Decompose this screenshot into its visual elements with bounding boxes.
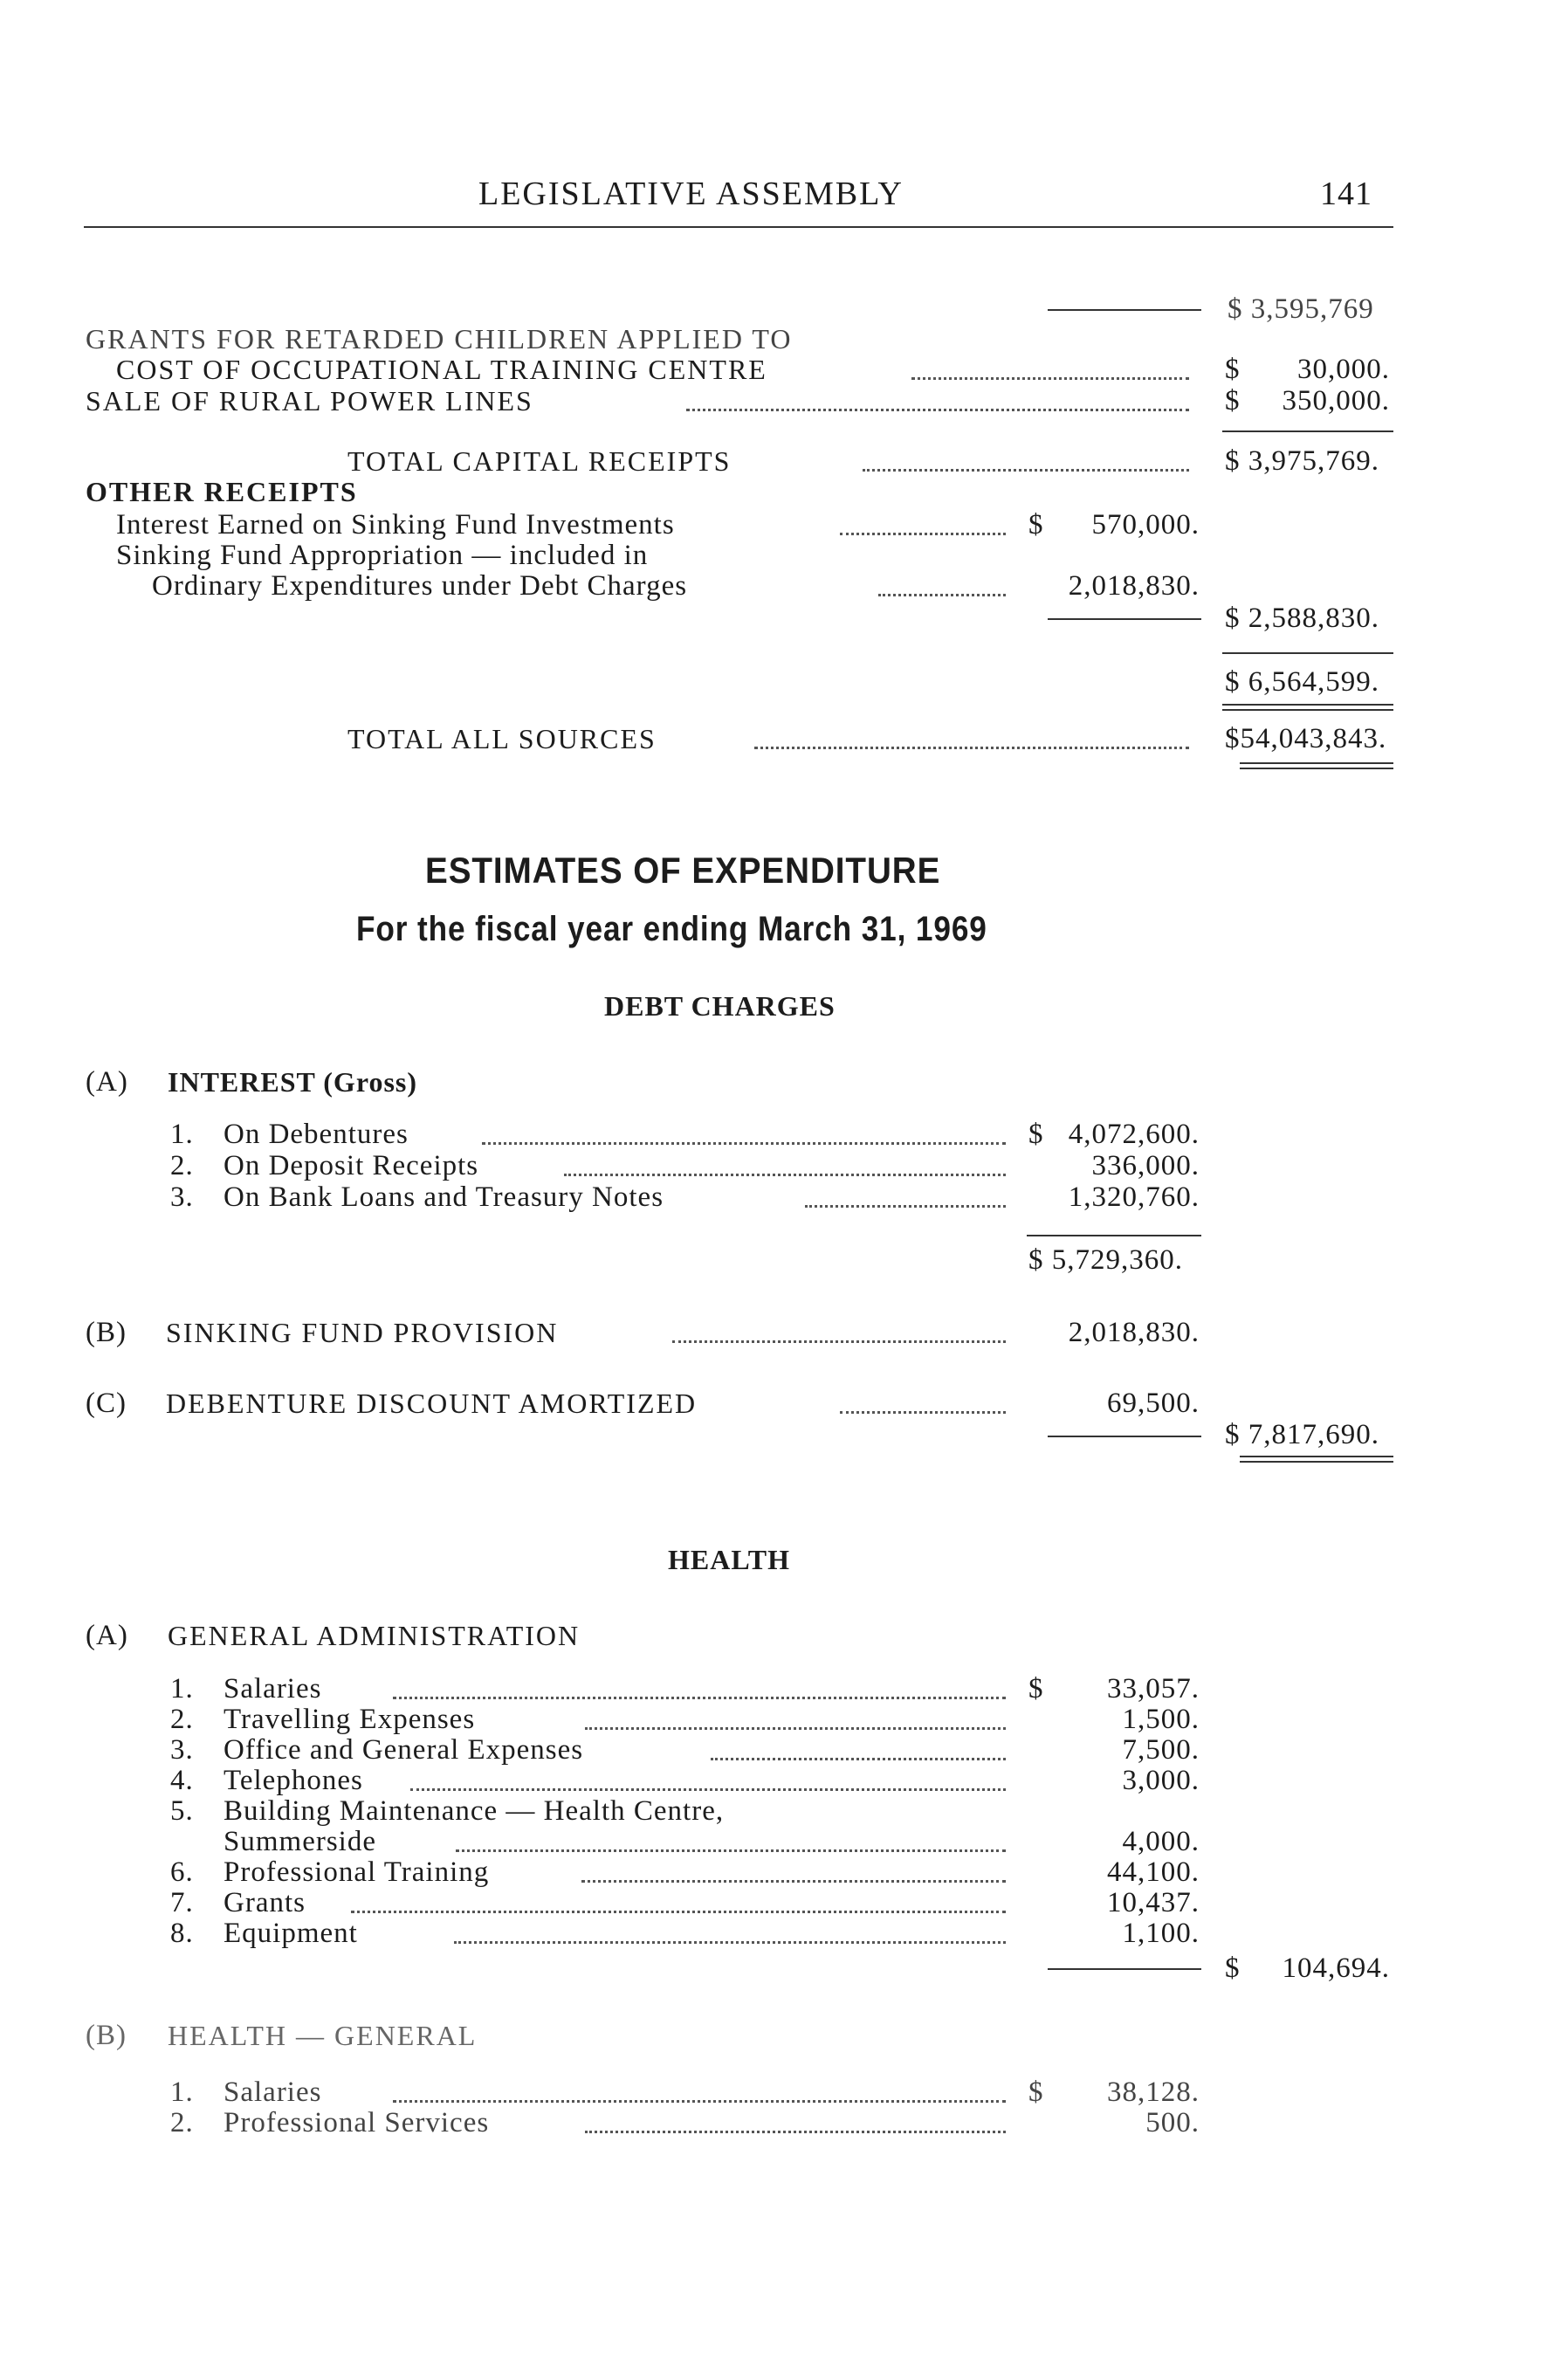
item-number: 3. [170,1181,194,1213]
health-general-item-dollar: $ [1028,2076,1044,2108]
section-letter: (B) [86,1317,127,1348]
health-item-dollar: $ [1028,1673,1044,1705]
leader-dots [393,2100,1006,2103]
interest-gross-heading: INTEREST (Gross) [168,1066,417,1098]
subtotal-rule [1222,652,1393,654]
item-number: 2. [170,1150,194,1181]
rural-power-dollar: $ [1225,385,1241,417]
total-rule [1048,1436,1201,1437]
general-administration-total-dollar: $ [1225,1952,1241,1984]
general-administration-total: 104,694. [1282,1952,1390,1984]
carried-total-rule [1048,309,1201,311]
item-number: 2. [170,2107,194,2138]
grants-label-line1: GRANTS FOR RETARDED CHILDREN APPLIED TO [86,323,793,355]
leader-dots [711,1758,1006,1760]
debt-item-amount: 336,000. [1091,1150,1200,1181]
health-item-amount: 10,437. [1107,1887,1200,1918]
total-all-sources-amount: $54,043,843. [1225,723,1387,754]
interest-amount: 570,000. [1091,509,1200,541]
item-number: 1. [170,1119,194,1150]
item-number: 1. [170,1673,194,1705]
total-all-sources-label: TOTAL ALL SOURCES [347,723,657,754]
sinking-fund-amount: 2,018,830. [1068,1317,1200,1348]
estimates-title: ESTIMATES OF EXPENDITURE [425,850,941,891]
general-administration-heading: GENERAL ADMINISTRATION [168,1620,581,1651]
leader-dots [672,1340,1006,1343]
leader-dots [410,1788,1006,1791]
total-capital-amount: $ 3,975,769. [1225,445,1379,477]
health-general-item-amount: 38,128. [1107,2076,1200,2108]
leader-dots [686,409,1189,411]
page-number: 141 [1320,176,1372,212]
section-letter: (A) [86,1620,128,1651]
health-item-label: Building Maintenance — Health Centre, [224,1795,725,1827]
leader-dots [393,1697,1006,1699]
leader-dots [878,594,1006,596]
health-general-item-label: Salaries [224,2076,322,2108]
total-rule [1048,1968,1201,1970]
item-number: 6. [170,1856,194,1888]
section-letter: (C) [86,1388,127,1419]
health-item-label: Grants [224,1887,306,1918]
debenture-discount-amount: 69,500. [1107,1388,1200,1419]
leader-dots [754,747,1189,749]
rural-power-label: SALE OF RURAL POWER LINES [86,385,533,417]
running-header: LEGISLATIVE ASSEMBLY [478,176,904,212]
health-item-amount: 4,000. [1122,1826,1200,1857]
item-number: 7. [170,1887,194,1918]
debt-charges-heading: DEBT CHARGES [604,990,836,1022]
health-item-label: Office and General Expenses [224,1734,584,1766]
leader-dots [564,1174,1006,1176]
grand-subtotal: $ 6,564,599. [1225,666,1379,698]
health-general-heading: HEALTH — GENERAL [168,2020,478,2051]
debt-item-dollar: $ [1028,1119,1044,1150]
other-total-rule [1048,618,1201,620]
health-item-amount: 1,500. [1122,1704,1200,1735]
section-letter: (B) [86,2020,127,2051]
estimates-subtitle: For the fiscal year ending March 31, 1969 [356,910,987,948]
item-number: 8. [170,1918,194,1949]
health-general-item-amount: 500. [1145,2107,1200,2138]
item-number: 2. [170,1704,194,1735]
leader-dots [351,1911,1006,1913]
leader-dots [482,1142,1006,1145]
grants-label-line2: COST OF OCCUPATIONAL TRAINING CENTRE [116,354,767,385]
health-item-label: Salaries [224,1673,322,1705]
item-number: 5. [170,1795,194,1827]
leader-dots [805,1205,1006,1208]
grants-dollar: $ [1225,354,1241,385]
sinking-label-line2: Ordinary Expenditures under Debt Charges [152,570,688,602]
carried-total: $ 3,595,769 [1228,293,1374,325]
sinking-fund-label: SINKING FUND PROVISION [166,1317,559,1348]
item-number: 3. [170,1734,194,1766]
interest-label: Interest Earned on Sinking Fund Investments [116,509,675,541]
leader-dots [585,2131,1006,2133]
health-item-label: Professional Training [224,1856,490,1888]
health-item-amount: 33,057. [1107,1673,1200,1705]
health-item-label-continued: Summerside [224,1826,376,1857]
double-rule [1240,1456,1393,1463]
debt-item-amount: 1,320,760. [1068,1181,1200,1213]
health-item-amount: 3,000. [1122,1765,1200,1796]
health-general-item-label: Professional Services [224,2107,490,2138]
leader-dots [585,1727,1006,1730]
sinking-amount: 2,018,830. [1068,570,1200,602]
subtotal-rule [1027,1235,1201,1236]
leader-dots [454,1941,1006,1944]
leader-dots [840,1411,1006,1414]
other-receipts-heading: OTHER RECEIPTS [86,476,358,507]
debt-item-label: On Deposit Receipts [224,1150,479,1181]
other-receipts-total: $ 2,588,830. [1225,603,1379,634]
double-rule [1240,762,1393,769]
leader-dots [840,533,1006,535]
subtotal-rule [1222,430,1393,432]
leader-dots [456,1849,1006,1852]
health-item-amount: 44,100. [1107,1856,1200,1888]
debt-item-amount: 4,072,600. [1068,1119,1200,1150]
debt-item-label: On Debentures [224,1119,409,1150]
leader-dots [581,1880,1006,1883]
debt-charges-total: $ 7,817,690. [1225,1419,1379,1450]
health-item-amount: 7,500. [1122,1734,1200,1766]
health-heading: HEALTH [668,1544,790,1575]
health-item-label: Travelling Expenses [224,1704,476,1735]
debenture-discount-label: DEBENTURE DISCOUNT AMORTIZED [166,1388,698,1419]
double-rule [1222,704,1393,711]
interest-total: $ 5,729,360. [1028,1244,1183,1276]
rural-power-amount: 350,000. [1282,385,1390,417]
health-item-label: Equipment [224,1918,358,1949]
leader-dots [863,469,1189,472]
section-letter: (A) [86,1066,128,1098]
header-rule [84,226,1393,228]
sinking-label-line1: Sinking Fund Appropriation — included in [116,540,649,571]
grants-amount: 30,000. [1297,354,1390,385]
item-number: 4. [170,1765,194,1796]
debt-item-label: On Bank Loans and Treasury Notes [224,1181,664,1213]
item-number: 1. [170,2076,194,2108]
total-capital-label: TOTAL CAPITAL RECEIPTS [347,445,732,477]
interest-dollar: $ [1028,509,1044,541]
health-item-amount: 1,100. [1122,1918,1200,1949]
health-item-label: Telephones [224,1765,363,1796]
leader-dots [911,377,1189,380]
